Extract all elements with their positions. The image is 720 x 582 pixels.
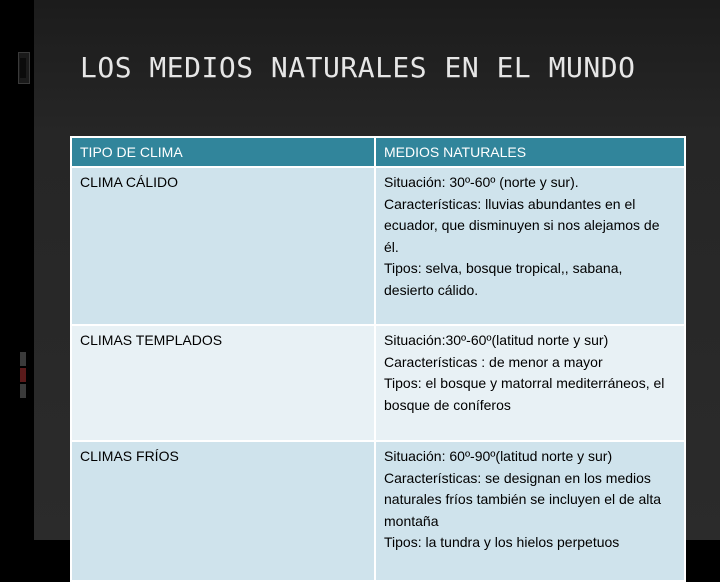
header-tipo-clima: TIPO DE CLIMA: [71, 137, 375, 167]
table-row: [71, 167, 685, 325]
table-row: [71, 325, 685, 441]
cell-medios: Situación: 60º-90º(latitud norte y sur) Características: se designan en los medios naturales fríos también se incluyen el de alta montaña Tipos: la tundra y los hielos perpetuos: [375, 441, 685, 581]
cell-medios: Situación: 30º-60º (norte y sur). Características: lluvias abundantes en el ecuador, que disminuyen si nos alejamos de él. Tipos: selva, bosque tropical,, sabana, desierto cálido.: [375, 167, 685, 325]
cell-clima: CLIMAS FRÍOS: [71, 441, 375, 581]
decorative-bar-small: [20, 352, 26, 366]
cell-medios: Situación:30º-60º(latitud norte y sur) Características : de menor a mayor Tipos: el bosque y matorral mediterráneos, el bosque de coníferos: [375, 325, 685, 441]
decorative-bar-small-accent: [20, 368, 26, 382]
slide-title: LOS MEDIOS NATURALES EN EL MUNDO: [80, 51, 636, 84]
table-header-row: [71, 137, 685, 167]
table-row: [71, 441, 685, 581]
cell-clima: CLIMAS TEMPLADOS: [71, 325, 375, 441]
climate-table: [70, 136, 686, 582]
header-medios-naturales: MEDIOS NATURALES: [375, 137, 685, 167]
decorative-bar-small: [20, 384, 26, 398]
cell-clima: CLIMA CÁLIDO: [71, 167, 375, 325]
decorative-bar-inner: [20, 58, 26, 78]
